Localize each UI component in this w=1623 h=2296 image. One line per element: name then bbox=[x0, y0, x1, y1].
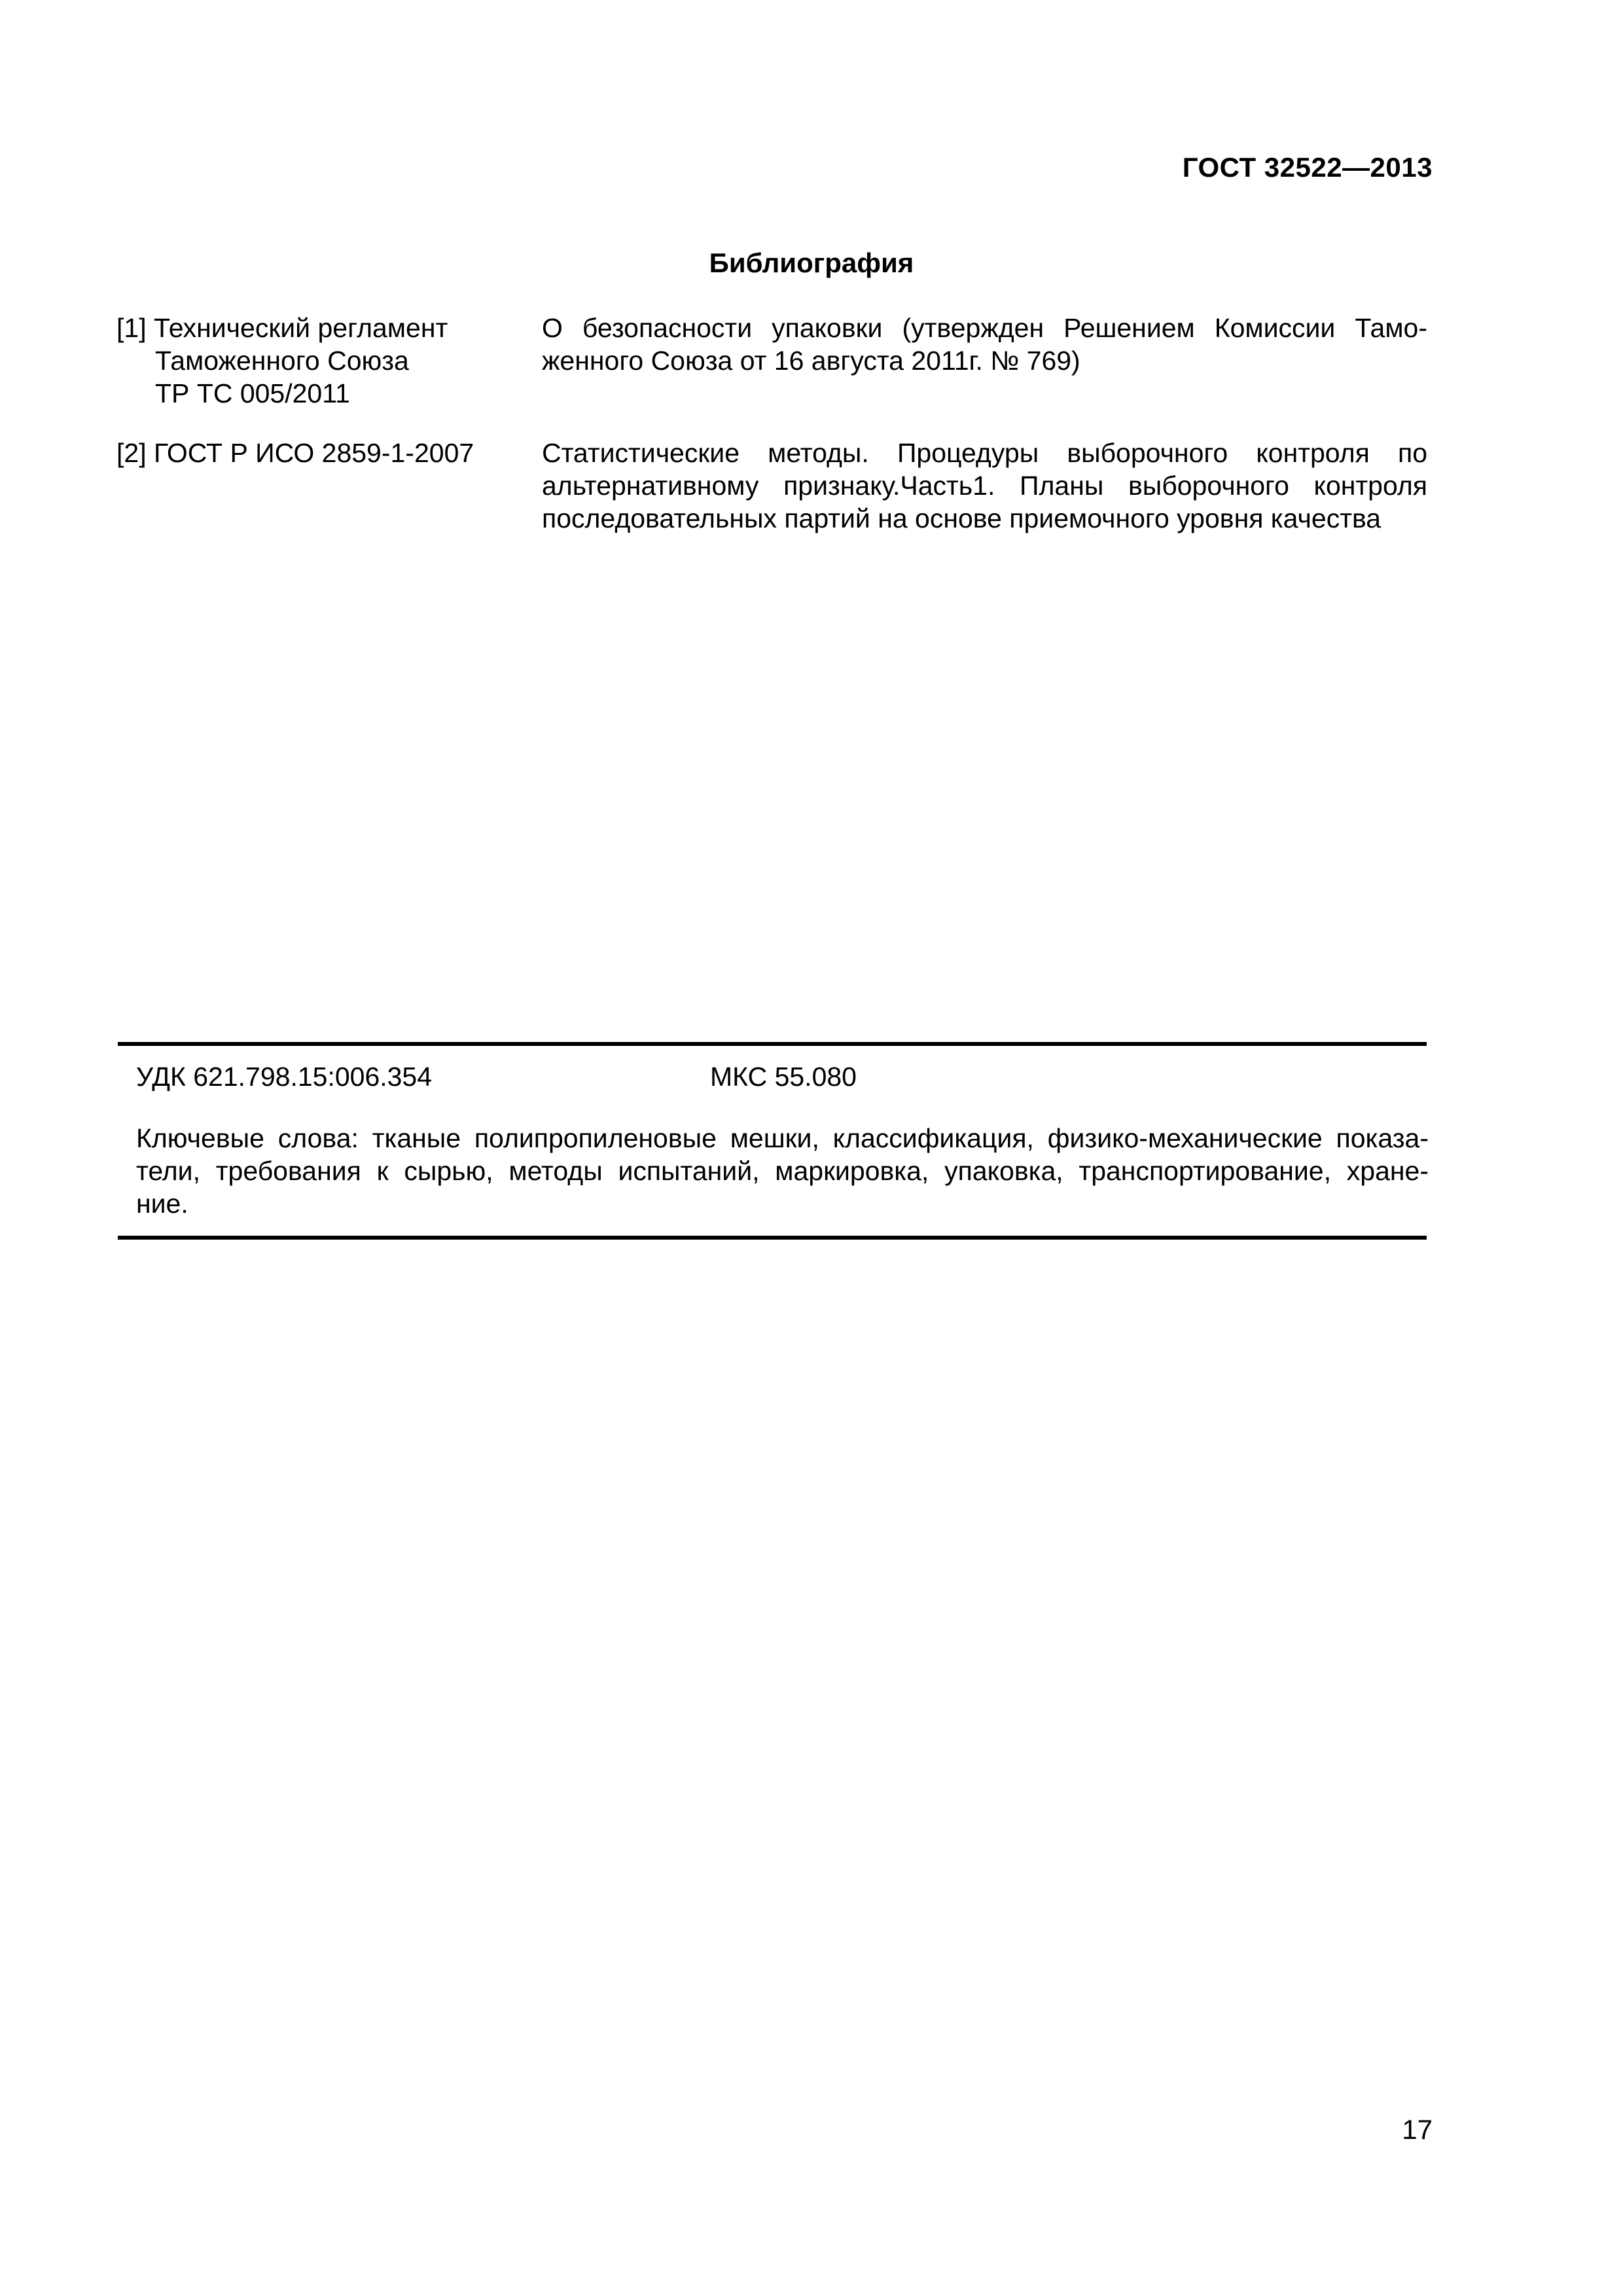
page-number: 17 bbox=[1402, 2114, 1433, 2145]
keywords-line: Ключевые слова: тканые полипропиленовые мешки, классификация, физико-механические показа- bbox=[136, 1123, 1429, 1153]
top-divider bbox=[118, 1042, 1427, 1046]
document-code: ГОСТ 32522—2013 bbox=[1182, 152, 1433, 183]
mks-code: МКС 55.080 bbox=[710, 1062, 857, 1092]
udk-code: УДК 621.798.15:006.354 bbox=[136, 1062, 433, 1092]
bibliography-description bbox=[542, 437, 1427, 535]
section-title: Библиография bbox=[709, 247, 914, 278]
description-line: Статистические методы. Процедуры выборочного контроля по bbox=[542, 438, 1427, 468]
description-line: альтернативному признаку.Часть1. Планы выборочного контроля bbox=[542, 471, 1427, 501]
reference-line: Таможенного Союза bbox=[155, 346, 409, 376]
reference-line: [1] Технический регламент bbox=[116, 313, 448, 343]
keywords-line: тели, требования к сырью, методы испытаний, маркировка, упаковка, транспортирование, хране- bbox=[136, 1156, 1429, 1186]
description-line: последовательных партий на основе приемочного уровня качества bbox=[542, 503, 1382, 533]
keywords-paragraph bbox=[136, 1122, 1429, 1220]
bibliography-reference bbox=[116, 312, 522, 410]
reference-line: ТР ТС 005/2011 bbox=[155, 378, 350, 408]
description-line: О безопасности упаковки (утвержден Решением Комиссии Тамо- bbox=[542, 313, 1427, 343]
keywords-line: ние. bbox=[136, 1189, 188, 1219]
bibliography-description bbox=[542, 312, 1427, 377]
bottom-divider bbox=[118, 1236, 1427, 1240]
reference-line: [2] ГОСТ Р ИСО 2859-1-2007 bbox=[116, 438, 474, 468]
bibliography-reference bbox=[116, 437, 522, 469]
description-line: женного Союза от 16 августа 2011г. № 769) bbox=[542, 346, 1080, 376]
